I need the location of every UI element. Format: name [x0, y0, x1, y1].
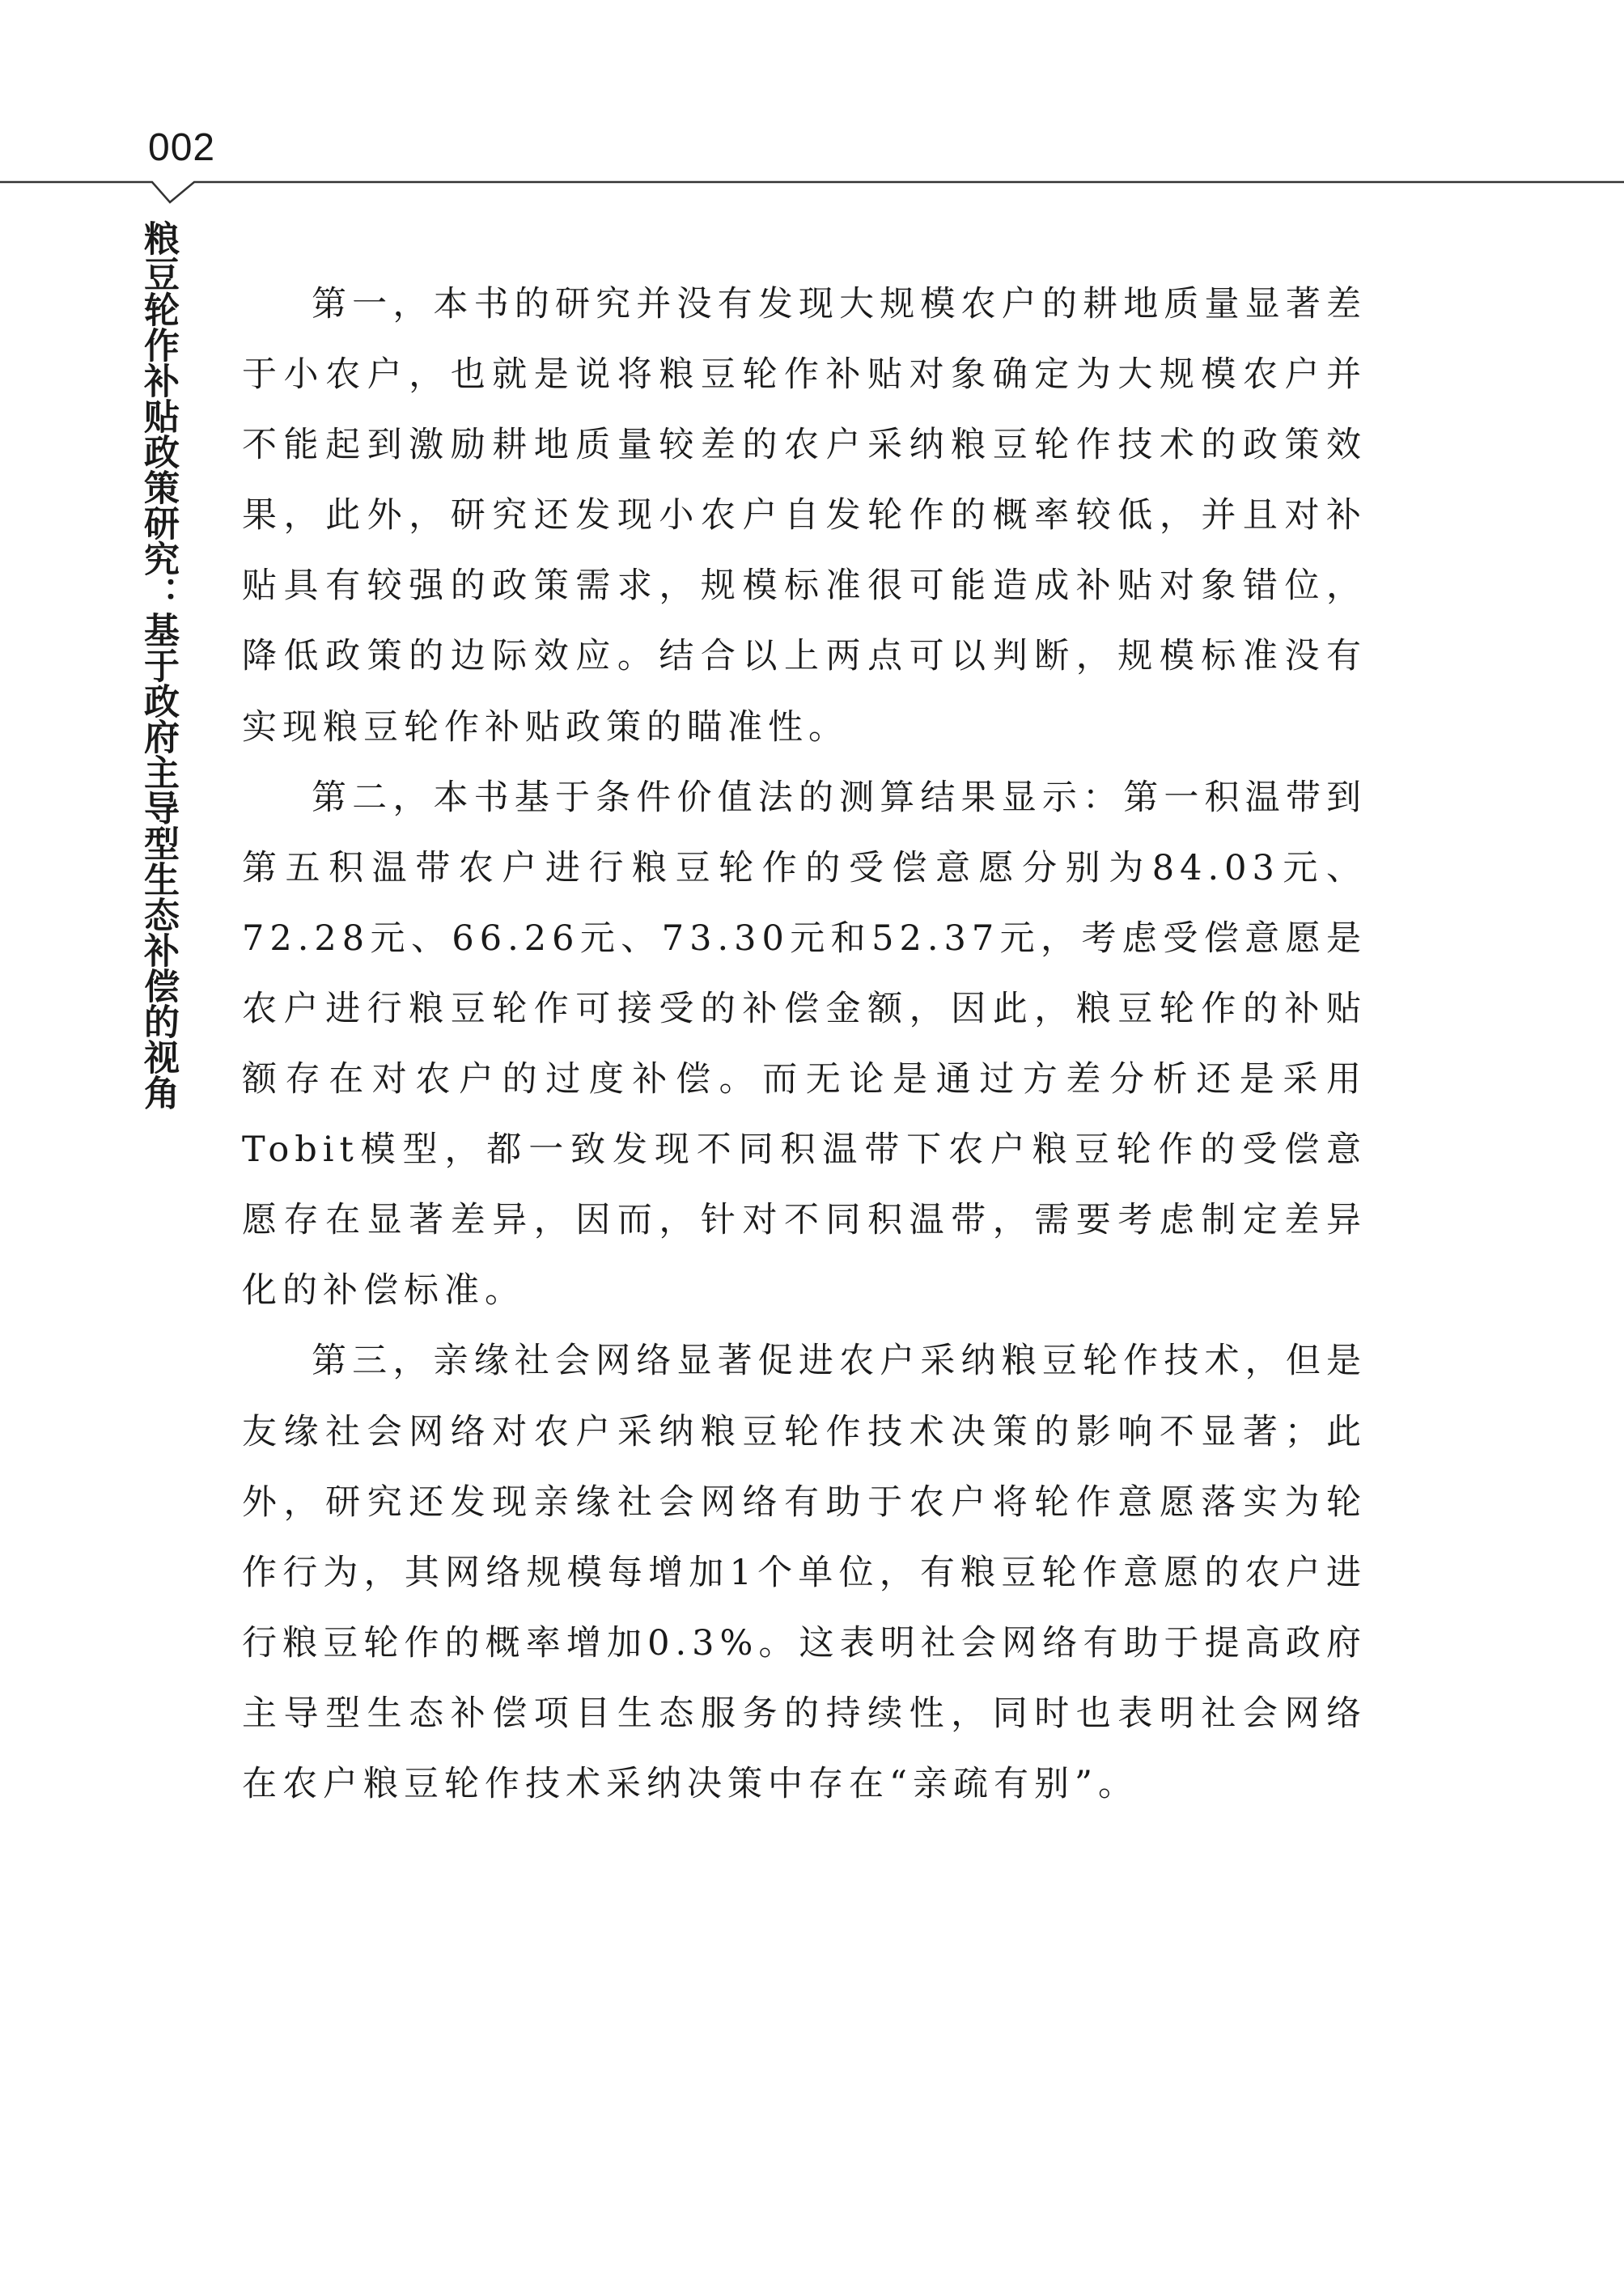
paragraph: 第三，亲缘社会网络显著促进农户采纳粮豆轮作技术，但是友缘社会网络对农户采纳粮豆轮作技术决策的影响不显著；此外，研究还发现亲缘社会网络有助于农户将轮作意愿落实为轮作行为，其网络规模每增加1个单位，有粮豆轮作意愿的农户进行粮豆轮作的概率增加0.3%。这表明社会网络有助于提高政府主导型生态补偿项目生态服务的持续性，同时也表明社会网络在农户粮豆轮作技术采纳决策中存在“亲疏有别”。 — [242, 1341, 1367, 1804]
header-rule — [0, 0, 1624, 218]
paragraph: 第二，本书基于条件价值法的测算结果显示：第一积温带到第五积温带农户进行粮豆轮作的受偿意愿分别为84.03元、72.28元、66.26元、73.30元和52.37元，考虑受偿意愿是农户进行粮豆轮作可接受的补偿金额，因此，粮豆轮作的补贴额存在对农户的过度补偿。而无论是通过方差分析还是采用Tobit模型，都一致发现不同积温带下农户粮豆轮作的受偿意愿存在显著差异，因而，针对不同积温带，需要考虑制定差异化的补偿标准。 — [242, 777, 1367, 1312]
page-number: 002 — [148, 126, 216, 169]
running-title: 粮豆轮作补贴政策研究：基于政府主导型生态补偿的视角 — [138, 220, 179, 1110]
body-text — [242, 269, 1367, 1820]
paragraph: 第一，本书的研究并没有发现大规模农户的耕地质量显著差于小农户，也就是说将粮豆轮作补贴对象确定为大规模农户并不能起到激励耕地质量较差的农户采纳粮豆轮作技术的政策效果，此外，研究还发现小农户自发轮作的概率较低，并且对补贴具有较强的政策需求，规模标准很可能造成补贴对象错位，降低政策的边际效应。结合以上两点可以判断，规模标准没有实现粮豆轮作补贴政策的瞄准性。 — [242, 284, 1367, 748]
